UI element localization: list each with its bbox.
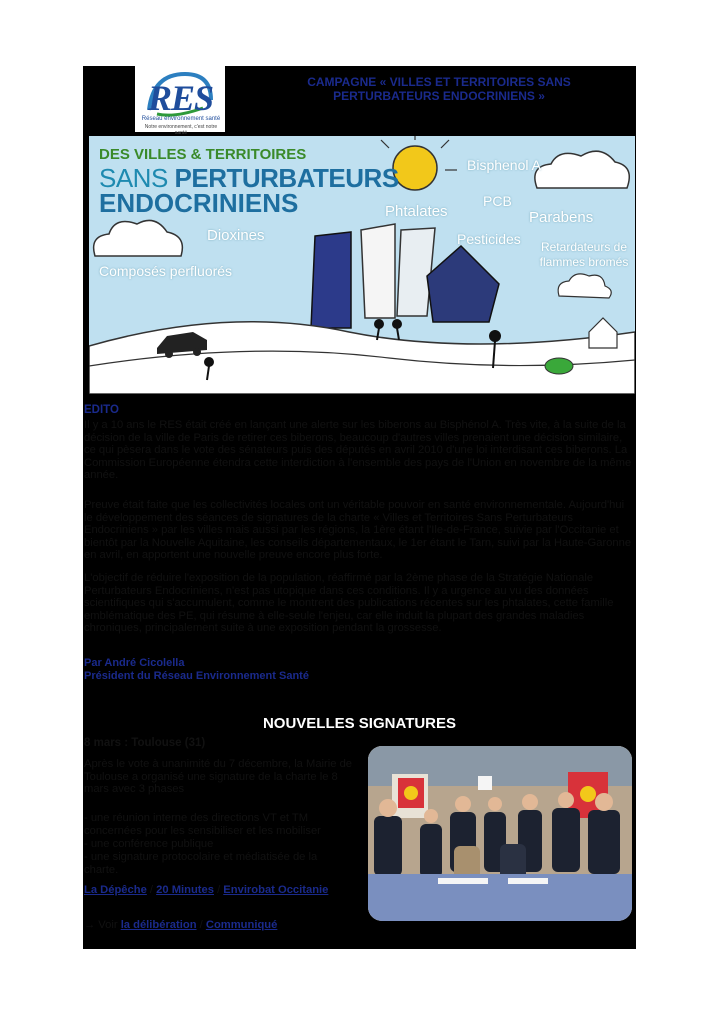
link-20-minutes[interactable]: 20 Minutes	[156, 884, 214, 896]
banner-word-dioxines: Dioxines	[207, 227, 265, 244]
signature-author: Par André Cicolella	[84, 657, 185, 669]
photo-illustration	[368, 746, 632, 921]
banner-word-pcb: PCB	[483, 193, 512, 209]
edito-signature	[84, 657, 309, 683]
edito-paragraph-2: Preuve était faite que les collectivités locales ont un véritable pouvoir en santé environnementale. Aujourd'hui le développement des séances de signatures de la charte « Villes et Territoires Sans Perturbateurs Endocriniens » par les villes mais aussi par les régions, la 1ère étant l'Ile-de-France, suivie par l'Occitanie et bientôt par la Nouvelle Aquitaine, les conseils départementaux, le 1er étant le Tarn, suivi par la Haute-Garonne en avril, en apportent une nouvelle preuve encore plus forte.	[84, 499, 632, 562]
banner-title-sans: SANS	[99, 163, 175, 193]
banner-word-perfluores: Composés perfluorés	[99, 263, 233, 279]
voir-links	[84, 919, 354, 932]
event-bullet-1: - une réunion interne des directions VT et TM concernées pour les sensibiliser et les mobiliser	[84, 812, 321, 837]
logo-tagline: Notre environnement, c'est notre santé	[144, 124, 218, 136]
campaign-banner	[89, 136, 635, 394]
campaign-title-line2: PERTURBATEURS ENDOCRINIENS »	[333, 89, 545, 103]
event-paragraph: Après le vote à unanimité du 7 décembre, la Mairie de Toulouse a organisé une signature de la charte le 8 mars avec 3 phases	[84, 758, 353, 796]
logo-subtitle: Réseau environnement santé	[141, 116, 221, 122]
event-bullet-3: - une signature protocolaire et médiatisée de la charte.	[84, 851, 318, 876]
newsletter-panel	[83, 66, 636, 949]
res-logo[interactable]	[135, 66, 225, 136]
campaign-title-line1: CAMPAGNE « VILLES ET TERRITOIRES SANS	[307, 75, 571, 89]
edito-paragraph-1: Il y a 10 ans le RES était créé en lançant une alerte sur les biberons au Bisphénol A. Très vite, à la suite de la décision de la ville de Paris de retirer ces biberons, beaucoup d'autres villes prenaient une décision similaire, ce qui pèsera dans le vote des sénateurs puis des députés en avril 2010 d'une loi interdisant ces biberons. La Commission Européenne étendra cette interdiction à l'ensemble des pays de l'Union en novembre de la même année.	[84, 419, 632, 482]
campaign-title	[279, 75, 599, 103]
voir-prefix: → Voir	[84, 919, 121, 931]
banner-title-line1: DES VILLES & TERRITOIRES	[99, 146, 307, 163]
signing-ceremony-photo	[368, 746, 632, 921]
link-envirobat[interactable]: Envirobat Occitanie	[223, 884, 329, 896]
link-separator: /	[196, 919, 206, 931]
press-links	[84, 884, 354, 897]
banner-word-phtalates: Phtalates	[385, 203, 448, 220]
banner-title-line3: ENDOCRINIENS	[99, 188, 299, 218]
banner-word-retardateurs: Retardateurs de flammes bromés	[539, 240, 629, 269]
edito-heading: EDITO	[84, 404, 119, 416]
banner-title-perturbateurs: PERTURBATEURS	[174, 163, 399, 193]
signature-role: Président du Réseau Environnement Santé	[84, 670, 309, 682]
link-communique[interactable]: Communiqué	[205, 919, 278, 931]
event-bullet-2: - une conférence publique	[84, 838, 214, 850]
banner-word-pesticides: Pesticides	[457, 231, 521, 247]
signatures-heading: NOUVELLES SIGNATURES	[262, 715, 457, 732]
link-deliberation[interactable]: la délibération	[120, 919, 197, 931]
link-la-depeche[interactable]: La Dépêche	[84, 884, 147, 896]
link-separator: /	[146, 884, 157, 896]
logo-text: RES	[148, 78, 214, 118]
banner-word-parabens: Parabens	[529, 209, 594, 226]
edito-paragraph-3: L'objectif de réduire l'exposition de la population, réaffirmé par la 2ème phase de la Stratégie Nationale Perturbateurs Endocriniens, n'est pas utopique dans ces conditions. Il y a urgence au vu des données scientifiques qui s'accumulent, comme le montrent des publications récentes sur les phtalates, cette famille emblématique des PE, qui résume à elle-seule l'enjeu, car elle induit la plupart des grandes maladies chroniques, principalement suite à une exposition pendant la grossesse.	[84, 572, 614, 635]
banner-word-bisphenol: Bisphenol A	[467, 157, 541, 173]
event-title: 8 mars : Toulouse (31)	[84, 737, 206, 749]
link-separator: /	[213, 884, 224, 896]
